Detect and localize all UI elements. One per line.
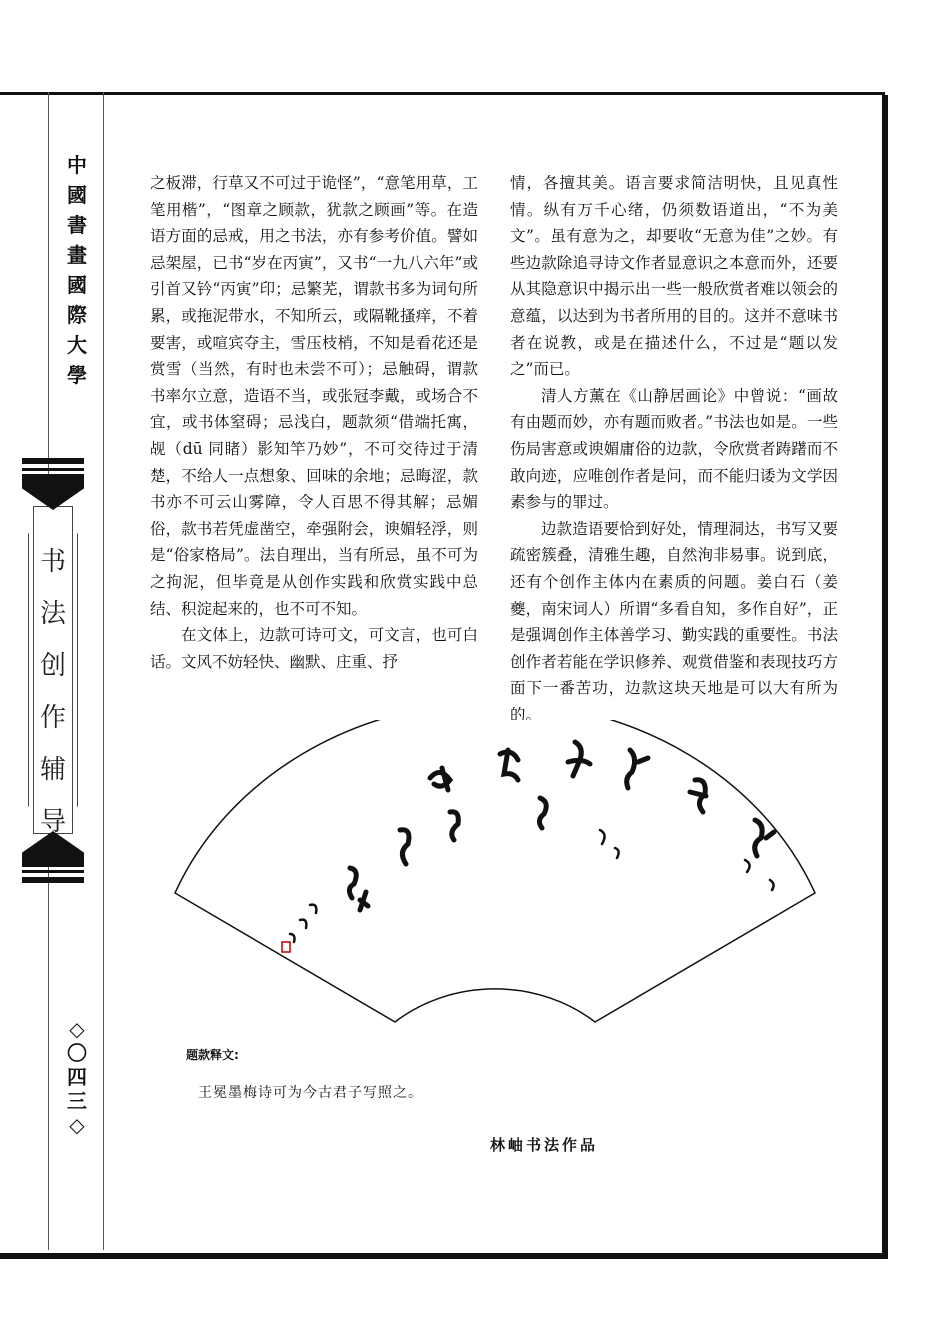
- paragraph: 情，各擅其美。语言要求简洁明快，且见真性情。纵有万千心绪，仍须数语道出，“不为美文”。虽有意为之，却要收“无意为佳”之妙。有些边款除追寻诗文作者显意识之本意而外，还要从其隐意识中揭示出一些一般欣赏者难以领会的意蕴，以达到为书者所用的目的。这并不意味书者在说教，或是在描述什么，不过是“题以发之”而已。: [510, 174, 838, 379]
- paragraph: 之板滞，行草又不可过于诡怪”，“意笔用草，工笔用楷”，“图章之顾款，犹款之顾画”等。在造语方面的忌戒，用之书法，亦有参考价值。譬如忌架屋，已书“岁在丙寅”，又书“一九八六年”或引首又钤“丙寅”印；忌繁芜，谓款书多为词句所累，或拖泥带水，不知所云，或隔靴搔痒，不着要害，或喧宾夺主，雪压枝梢，不知是看花还是赏雪（当然，有时也未尝不可）；忌触碍，谓款书率尔立意，造语不当，或张冠李戴，或场合不宜，或书体窒碍；忌浅白，题款须“借端托寓，觇（dū 同睹）影知竿乃妙”，不可交待过于清楚，不给人一点想象、回味的余地；忌晦涩，款书亦不可云山雾障，令人百思不得其解；忌媚俗，款书若凭虚凿空，牵强附会，谀媚轻浮，则是“俗家格局”。法自理出，当有所忌，虽不可为之拘泥，但毕竟是从创作实践和欣赏实践中总结、积淀起来的，也不可不知。: [150, 174, 478, 618]
- fan-calligraphy-artwork: [170, 720, 820, 1030]
- caption-label: 题款释文:: [186, 1048, 239, 1062]
- ornament-band: [22, 458, 84, 464]
- paragraph: 边款造语要恰到好处，情理洞达，书写又要疏密簇叠，清雅生趣，自然洵非易事。说到底，还有个创作主体内在素质的问题。姜白石（姜夔，南宋词人）所谓“多看自知，多作自好”，正是强调创作主体善学习、勤实践的重要性。书法创作者若能在学识修养、观赏借鉴和表现技巧方面下一番苦功，边款这块天地是可以大有所为的。: [510, 519, 838, 724]
- artwork-credit: 林岫书法作品: [490, 1136, 599, 1154]
- paragraph: 清人方薰在《山静居画论》中曾说：“画故有由题而妙，亦有题而败者。”书法也如是。一些伤局害意或谀媚庸俗的边款，令欣赏者踌躇而不敢向迹，应唯创作者是问，而不能归诿为文学因素参与的罪过。: [510, 386, 838, 512]
- ornament-band: [22, 870, 84, 873]
- paragraph: 在文体上，边款可诗可文，可文言，也可白话。文风不妨轻快、幽默、庄重、抒: [150, 626, 478, 671]
- section-title: 书法创作辅导: [39, 547, 66, 837]
- ornament-band: [22, 468, 84, 471]
- page-number: ◇〇四三◇: [67, 1017, 87, 1137]
- publisher-name: 中國書畫國際大學: [67, 153, 87, 387]
- article-column-right: [510, 170, 838, 728]
- ornament-band: [22, 877, 84, 883]
- article-column-left: [150, 170, 478, 675]
- caption-text: 王冕墨梅诗可为今古君子写照之。: [198, 1085, 423, 1101]
- sidebar-rule-inner: [103, 92, 104, 1250]
